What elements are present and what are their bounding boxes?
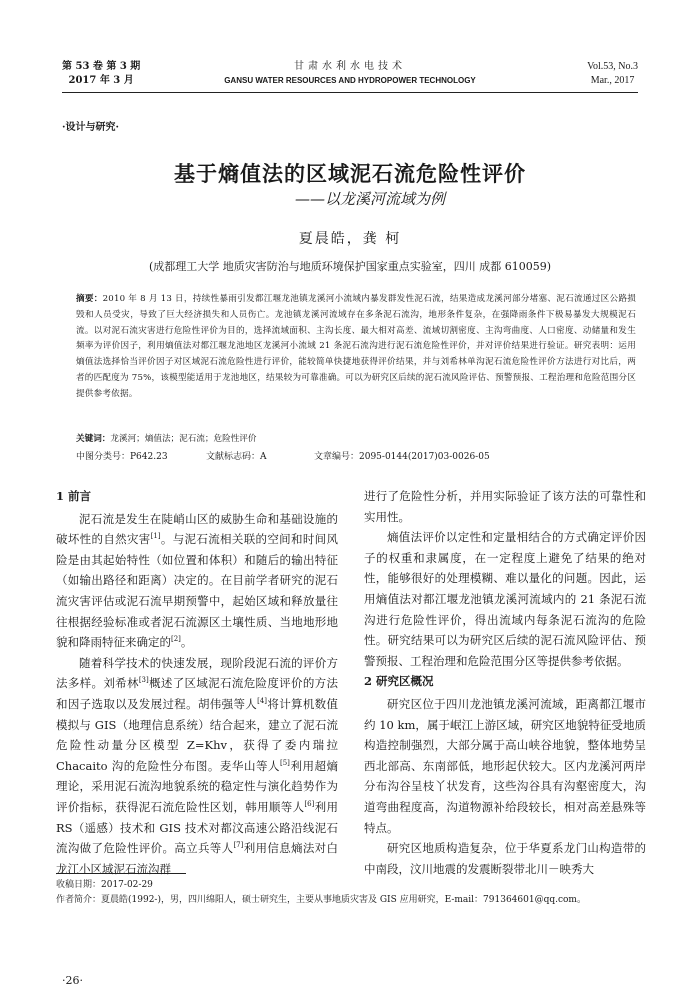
article-subtitle: ——以龙溪河流域为例 <box>294 190 445 208</box>
footnote-rule <box>56 873 186 874</box>
header-rule <box>62 92 638 93</box>
text-run: 利用 RS（遥感）技术和 GIS 技术对都汶高速公路沿线泥石流沟做了危险性评价。高立兵等人 <box>56 799 339 856</box>
keywords-text: 龙溪河；熵值法；泥石流；危险性评价 <box>110 434 257 444</box>
article-title: 基于熵值法的区域泥石流危险性评价 <box>174 161 526 186</box>
volume-issue: 第 53 卷 第 3 期 <box>62 61 141 72</box>
text-run: 泥石流是发生在陡峭山区的威胁生命和基础设施的破坏性的自然灾害 <box>56 511 338 547</box>
section-heading-study-area: 2 研究区概况 <box>364 674 434 689</box>
author-bio: 作者简介：夏晨皓(1992-)，男，四川绵阳人，硕士研究生，主要从事地质灾害及 GIS 应用研究，E-mail：791364601@qq.com。 <box>56 895 586 905</box>
citation: [5] <box>280 758 290 767</box>
abstract <box>76 292 636 403</box>
text-run: 概述了区域泥石流危险度评价的方法和因子选取以及发展过程。胡伟强等人 <box>56 676 339 711</box>
vol-no-en: Vol.53, No.3 <box>587 61 638 72</box>
document-code: 文献标志码：A <box>206 452 267 462</box>
intro-paragraph-1 <box>56 509 338 653</box>
study-area-paragraph-2: 研究区地质构造复杂，位于华夏系龙门山构造带的中南段，汶川地震的发震断裂带北川－映秀大 <box>364 841 646 876</box>
intro-paragraph-3: 熵值法评价以定性和定量相结合的方式确定评价因子的权重和隶属度，在一定程度上避免了结果的绝对性，能够很好的处理模糊、难以量化的问题。因此，运用熵值法对都江堰龙池镇龙溪河流域内的 21 条泥石流沟进行危险性评价，得出流域内每条泥石流沟的危险性。研究结果可以为研究区后续的泥石流风险评估、预警预报、工程治理和危险范围分区等提供参考依据。 <box>364 530 646 668</box>
keywords-label: 关键词： <box>76 434 111 444</box>
affiliation: (成都理工大学 地质灾害防治与地质环境保护国家重点实验室，四川 成都 610059) <box>148 260 552 273</box>
page-number: ·26· <box>62 974 83 987</box>
date-en: Mar., 2017 <box>590 75 635 86</box>
clc-number: 中图分类号：P642.23 <box>76 452 168 462</box>
abstract-label: 摘要： <box>76 294 103 304</box>
citation: [3] <box>138 676 149 685</box>
citation: [1] <box>150 532 161 541</box>
article-number: 文章编号：2095-0144(2017)03-0026-05 <box>314 452 490 462</box>
received-date: 收稿日期：2017-02-29 <box>56 880 153 890</box>
journal-vol-en-block <box>587 60 638 88</box>
right-column <box>364 486 646 879</box>
keywords <box>76 432 636 446</box>
citation: [6] <box>304 800 315 809</box>
intro-paragraph-2-continued: 进行了危险性分析，并用实际验证了该方法的可靠性和实用性。 <box>364 489 646 524</box>
article-meta <box>76 450 636 464</box>
authors: 夏晨皓，龚 柯 <box>298 231 402 247</box>
issue-date: 2017 年 3 月 <box>68 75 134 86</box>
left-column <box>56 486 338 879</box>
text-run: 利用信息熵法对白龙江小区域泥石流沟群 <box>56 841 339 876</box>
text-run: 。与泥石流相关联的空间和时间风险是由其起始特性（如位置和体积）和随后的输出特征（如输出路径和距离）决定的。在目前学者研究的泥石流灾害评估或泥石流早期预警中，起始区域和释放量往往根据经验标准或者泥石流源区土壤性质、当地地形地貌和降雨特征来确定的 <box>56 532 339 650</box>
section-heading-intro: 1 前言 <box>56 489 92 503</box>
section-tag: ·设计与研究· <box>62 122 119 133</box>
citation: [7] <box>233 841 244 850</box>
intro-paragraph-2 <box>56 653 338 880</box>
text-run: 随着科学技术的快速发展，现阶段泥石流的评价方法多样。刘希林 <box>56 655 338 691</box>
journal-volume-block <box>62 60 140 88</box>
text-run: 利用超熵理论，采用泥石流沟地貌系统的稳定性与演化趋势作为评价指标，获得泥石流危险性区划，韩用顺等人 <box>56 758 338 814</box>
journal-name-block <box>210 60 490 88</box>
text-run: 。 <box>180 635 193 650</box>
journal-name-en: GANSU WATER RESOURCES AND HYDROPOWER TECHNOLOGY <box>224 76 476 85</box>
abstract-text: 2010 年 8 月 13 日，持续性暴雨引发都江堰龙池镇龙溪河小流域内暴发群发性泥石流，结果造成龙溪河部分堵塞、泥石流通过区公路损毁和人员受灾，导致了巨大经济损失和人员伤亡。龙池镇龙溪河流域存在多条泥石流沟，地形条件复杂，在强降雨条件下极易暴发大规模泥石流。以对泥石流灾害进行危险性评价为目的，选择流域面积、主沟长度、最大相对高差、流域切割密度、主沟弯曲度、人口密度、动储量和发生频率为评价因子，利用熵值法对都江堰龙池地区龙溪河小流域 21 条泥石流沟进行泥石流危险性评价，并对评价结果进行验证。研究表明：运用熵值法选择恰当评价因子对区域泥石流危险性进行评价，能较简单快捷地获得评价结果，并与刘希林单沟泥石流危险性评价方法进行对比后，两者的匹配度为 75%，该模型能适用于龙池地区，结果较为可靠准确。可以为研究区后续的泥石流风险评估、预警预报、工程治理和危险范围分区提供参考依据。 <box>76 294 636 399</box>
study-area-paragraph-1: 研究区位于四川龙池镇龙溪河流域，距离都江堰市约 10 km，属于岷江上游区域，研究区地貌特征受地质构造控制强烈，大部分属于高山峡谷地貌，整体地势呈西北部高、东南部低，地形起伏较大。区内龙溪河两岸分布沟谷呈枝丫状发育，这些沟谷具有沟壑密度大，沟道弯曲程度高，沟道物源补给段较长，相对高差悬殊等特点。 <box>364 696 646 835</box>
citation: [2] <box>171 635 181 644</box>
text-run: 将计算机数值模拟与 GIS（地理信息系统）结合起来，建立了泥石流危险性动量分区模型 Z=Khv，获得了委内瑞拉 Chacaito 沟的危险性分布图。麦华山等人 <box>56 696 339 773</box>
journal-name-cn: 甘肃水利水电技术 <box>294 61 406 72</box>
citation: [4] <box>257 697 268 706</box>
